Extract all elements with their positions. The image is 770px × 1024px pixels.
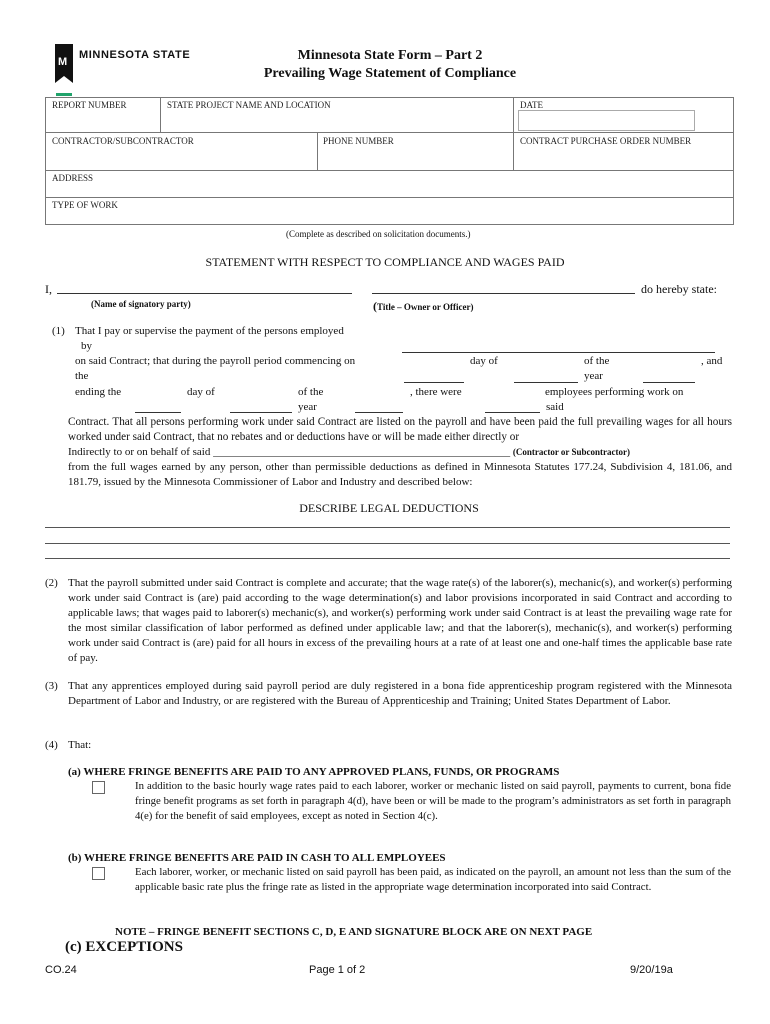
completion-note-text: Complete as described on solicitation documents. [289,229,468,239]
para1-day-of2: day of [187,386,215,398]
signatory-name-input[interactable] [57,293,352,294]
logo-letter: M [58,56,68,68]
para4-number: (4) [45,739,58,751]
title-label: (Title – Owner or Officer) [373,299,474,313]
para3-text: That any apprentices employed during said payroll period are duly registered in a bona fide apprenticeship program registered with the Minnesota Department of Labor and Industry, or are registered with the Bureau of Apprenticeship and Training; United States Department of Labor. [68,680,732,707]
row-divider [45,197,734,198]
form-id: CO.24 [45,964,77,976]
para4b-text: Each laborer, worker, or mechanic listed on said payroll has been paid, as indicated on the payroll, an amount not less than the sum of the applicable basic rate plus the fringe rate as listed in the appropriate wage determination incorporated into said Contract. [135,866,731,893]
para1-line1: That I pay or supervise the payment of the persons employed [75,325,344,337]
contractor-field[interactable]: CONTRACTOR/SUBCONTRACTOR [52,136,194,146]
legal-deductions-line-2[interactable] [45,543,730,544]
signatory-title-input[interactable] [372,293,635,294]
para1-of-the2: of the [298,386,324,398]
completion-note: (Complete as described on solicitation documents.) [286,229,471,239]
start-day-input[interactable] [404,382,464,383]
employer-input[interactable] [402,352,715,353]
phone-field[interactable]: PHONE NUMBER [323,136,394,146]
legal-deductions-line-3[interactable] [45,558,730,559]
fringe-cash-checkbox[interactable] [92,867,105,880]
title-label-text: Title – Owner or Officer) [377,302,474,312]
para1-indirectly [68,445,630,460]
row-divider [45,132,734,133]
para4a-text: In addition to the basic hourly wage rates paid to each laborer, worker or mechanic listed on said payroll, payments to current, bona fide fringe benefit programs as set forth in paragraph 4(d), have been or will be made to the program’s administrators as set forth in paragraph 4(e) for the benefit of said employees, except as noted in Section 4(c). [135,780,731,822]
address-field[interactable]: ADDRESS [52,173,94,183]
date-field-label: DATE [520,100,543,110]
row-divider [45,170,734,171]
para1-of-the: of the [584,355,610,367]
end-year-input[interactable] [355,412,403,413]
para1-the: the [75,370,89,382]
form-subtitle: Prevailing Wage Statement of Compliance [263,66,517,81]
report-number-field[interactable]: REPORT NUMBER [52,100,127,110]
contractor-subcontractor-label: (Contractor or Subcontractor) [512,447,630,457]
start-year-input[interactable] [643,382,695,383]
green-accent-bar [56,93,72,96]
form-date: 9/20/19a [630,964,673,976]
para4a-heading: (a) WHERE FRINGE BENEFITS ARE PAID TO ANY APPROVED PLANS, FUNDS, OR PROGRAMS [68,766,560,778]
state-project-field[interactable]: STATE PROJECT NAME AND LOCATION [167,100,331,110]
end-month-input[interactable] [230,412,292,413]
legal-deductions-line-1[interactable] [45,527,730,528]
para2-text: That the payroll submitted under said Contract is complete and accurate; that the wage rate(s) of the laborer(s), mechanic(s), and worker(s) performing work under said Contract is (are) paid according to the wage determination(s) and labor provisions incorporated in said Contract and according to applicable laws; that wages paid to laborer(s) mechanic(s), and worker(s) performing work under said Contract is at least the prevailing wage rate for the most similar classification of labor performed as defined under applicable law; and that the laborer(s), mechanic(s), and worker(s) performing work under said Contract is (are) paid for all hours in excess of the prevailing hours at a rate of at least one and one-half times the applicable base rate of pay. [68,577,732,664]
para3-number: (3) [45,680,58,692]
para1-body: Contract. That all persons performing work under said Contract are listed on the payroll and have been paid the full prevailing wages for all hours worked under said Contract, that no rebates and or deductions have or will be made either directly or [68,416,732,443]
para1-body2: from the full wages earned by any person, other than permissible deductions as defined in Minnesota Statutes 177.24, Subdivision 4, 181.06, and 181.79, issued by the Minnesota Commissioner of Labor and Industry and described below: [68,461,732,488]
fringe-plans-checkbox[interactable] [92,781,105,794]
end-day-input[interactable] [135,412,181,413]
exceptions-heading: (c) EXCEPTIONS [65,939,183,955]
para1-year2: year [298,401,317,413]
i-prefix: I, [45,282,52,296]
col-divider [160,97,161,132]
para1-on-said: on said Contract; that during the payroll period commencing on [75,355,356,367]
para4-that: That: [68,739,92,751]
para4b-heading: (b) WHERE FRINGE BENEFITS ARE PAID IN CASH TO ALL EMPLOYEES [68,852,446,864]
type-of-work-field[interactable]: TYPE OF WORK [52,200,118,210]
employee-count-input[interactable] [485,412,540,413]
name-label: (Name of signatory party) [91,299,191,309]
page-number: Page 1 of 2 [309,964,366,976]
contract-po-field[interactable]: CONTRACT PURCHASE ORDER NUMBER [520,136,692,146]
logo-text: MINNESOTA STATE [79,49,191,61]
para1-number: (1) [52,325,65,337]
start-month-input[interactable] [514,382,578,383]
para1-day-of: day of [470,355,498,367]
indirectly-text: Indirectly to or on behalf of said ______________________________________________________ [68,446,511,458]
col-divider [317,132,318,170]
do-hereby-state: do hereby state: [641,282,717,296]
para1-there-were: , there were [410,386,462,398]
date-input[interactable] [518,110,695,131]
minnesota-state-logo-icon [55,44,73,76]
legal-deductions-heading: DESCRIBE LEGAL DEDUCTIONS [299,501,479,515]
para2-number: (2) [45,577,58,589]
col-divider [513,97,514,170]
statement-heading: STATEMENT WITH RESPECT TO COMPLIANCE AND WAGES PAID [205,255,565,269]
para1-and: , and [701,355,723,367]
para1-employees: employees performing work on [545,386,684,398]
next-page-note: NOTE – FRINGE BENEFIT SECTIONS C, D, E AND SIGNATURE BLOCK ARE ON NEXT PAGE [115,926,593,938]
para1-year: year [584,370,603,382]
form-title: Minnesota State Form – Part 2 [297,48,483,63]
para1-said: said [546,401,564,413]
para1-by: by [81,340,92,352]
para1-ending: ending the [75,386,122,398]
